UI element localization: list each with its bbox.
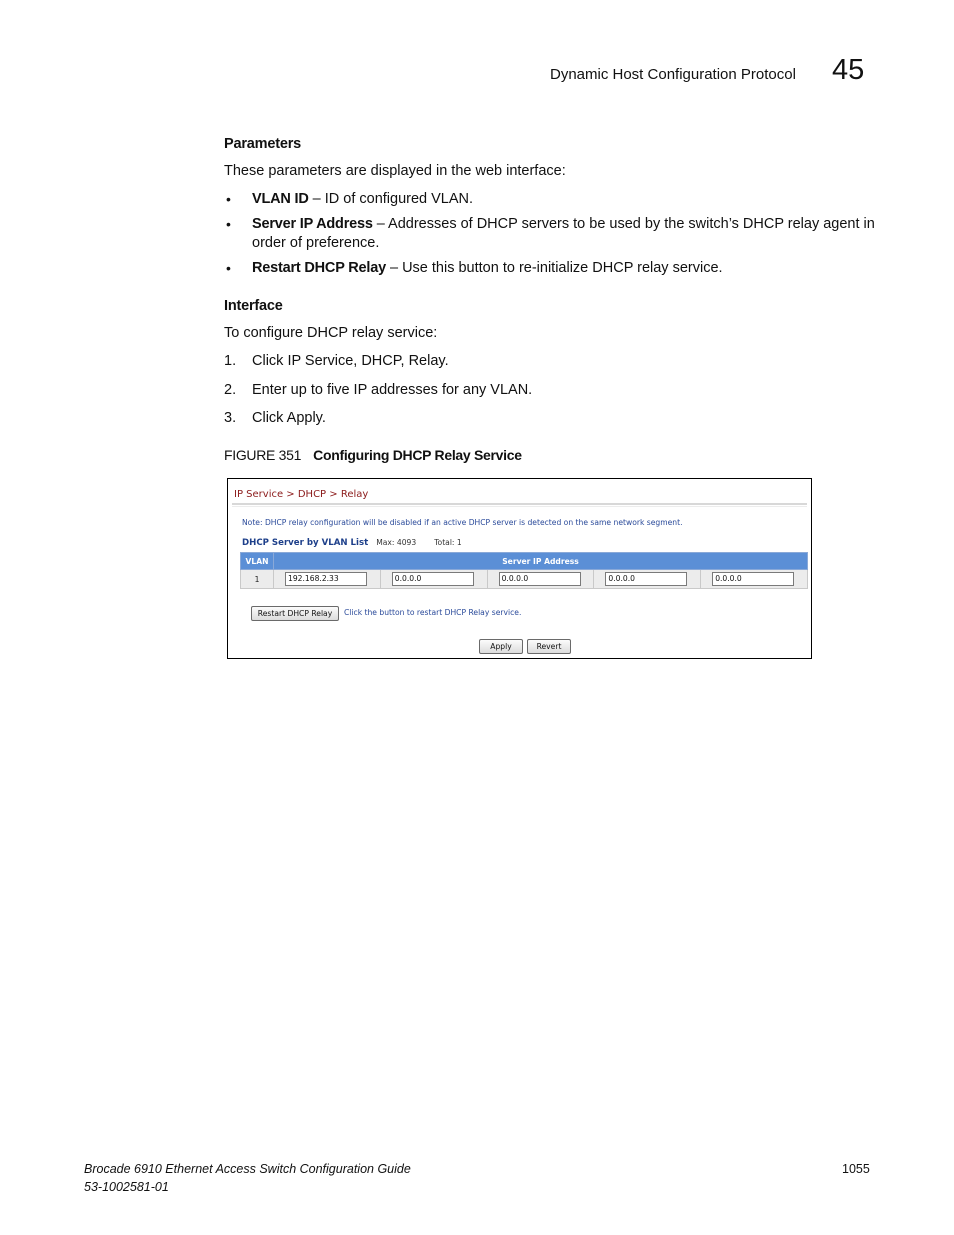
- footer-doc-number: 53-1002581-01: [84, 1180, 169, 1194]
- server-ip-input-1[interactable]: 192.168.2.33: [285, 572, 367, 586]
- ip-cell: [274, 570, 381, 589]
- restart-dhcp-relay-button[interactable]: Restart DHCP Relay: [251, 606, 339, 621]
- param-item-restart: [252, 259, 876, 278]
- ip-cell: [487, 570, 594, 589]
- interface-intro: To configure DHCP relay service:: [224, 325, 438, 341]
- server-ip-input-3[interactable]: 0.0.0.0: [499, 572, 581, 586]
- column-header-server-ip: Server IP Address: [274, 553, 808, 570]
- param-item-server-ip: [252, 215, 876, 253]
- figure-title: Configuring DHCP Relay Service: [313, 447, 522, 463]
- restart-hint: Click the button to restart DHCP Relay service.: [344, 608, 522, 617]
- vlan-list-title: DHCP Server by VLAN List: [242, 538, 369, 548]
- revert-button[interactable]: Revert: [527, 639, 571, 654]
- vlan-list-max: Max: 4093: [376, 538, 417, 547]
- server-ip-input-4[interactable]: 0.0.0.0: [605, 572, 687, 586]
- step-text: Click IP Service, DHCP, Relay.: [252, 353, 449, 369]
- step-number: 3.: [224, 410, 237, 426]
- dhcp-server-table: [240, 552, 808, 589]
- table-row: [241, 570, 808, 589]
- vlan-list-header: [242, 538, 462, 548]
- parameters-heading: Parameters: [224, 136, 301, 152]
- relay-note: Note: DHCP relay configuration will be disabled if an active DHCP server is detected on the same network segment.: [242, 518, 683, 527]
- divider: [232, 506, 807, 507]
- interface-heading: Interface: [224, 298, 283, 314]
- figure-caption: [224, 447, 522, 463]
- running-header-title: Dynamic Host Configuration Protocol: [550, 66, 796, 83]
- column-header-vlan: VLAN: [241, 553, 274, 570]
- table-header-row: [241, 553, 808, 570]
- page-number: 1055: [842, 1162, 870, 1176]
- divider: [232, 503, 807, 505]
- server-ip-input-5[interactable]: 0.0.0.0: [712, 572, 794, 586]
- param-term: Server IP Address: [252, 216, 373, 232]
- vlan-list-total: Total: 1: [434, 538, 462, 547]
- ip-cell: [594, 570, 701, 589]
- param-desc: – ID of configured VLAN.: [308, 191, 474, 207]
- param-desc: – Addresses of DHCP servers to be used by the switch’s DHCP relay agent in order of preference.: [252, 216, 875, 251]
- bullet-icon: •: [226, 260, 231, 276]
- footer-guide-title: Brocade 6910 Ethernet Access Switch Configuration Guide: [84, 1162, 411, 1176]
- step-text: Click Apply.: [252, 410, 326, 426]
- dhcp-relay-screenshot: [227, 478, 812, 659]
- step-number: 2.: [224, 382, 237, 398]
- server-ip-input-2[interactable]: 0.0.0.0: [392, 572, 474, 586]
- breadcrumb: IP Service > DHCP > Relay: [234, 489, 369, 500]
- apply-button[interactable]: Apply: [479, 639, 523, 654]
- step-text: Enter up to five IP addresses for any VLAN.: [252, 382, 533, 398]
- parameters-intro: These parameters are displayed in the web interface:: [224, 163, 566, 179]
- bullet-icon: •: [226, 216, 231, 232]
- bullet-icon: •: [226, 191, 231, 207]
- param-item-vlan-id: [252, 190, 876, 209]
- param-desc: – Use this button to re-initialize DHCP relay service.: [385, 260, 723, 276]
- param-term: VLAN ID: [252, 191, 309, 207]
- figure-label: FIGURE 351: [224, 447, 302, 463]
- ip-cell: [701, 570, 808, 589]
- step-number: 1.: [224, 353, 237, 369]
- ip-cell: [380, 570, 487, 589]
- vlan-cell: 1: [241, 570, 274, 589]
- chapter-number: 45: [832, 54, 865, 86]
- param-term: Restart DHCP Relay: [252, 260, 386, 276]
